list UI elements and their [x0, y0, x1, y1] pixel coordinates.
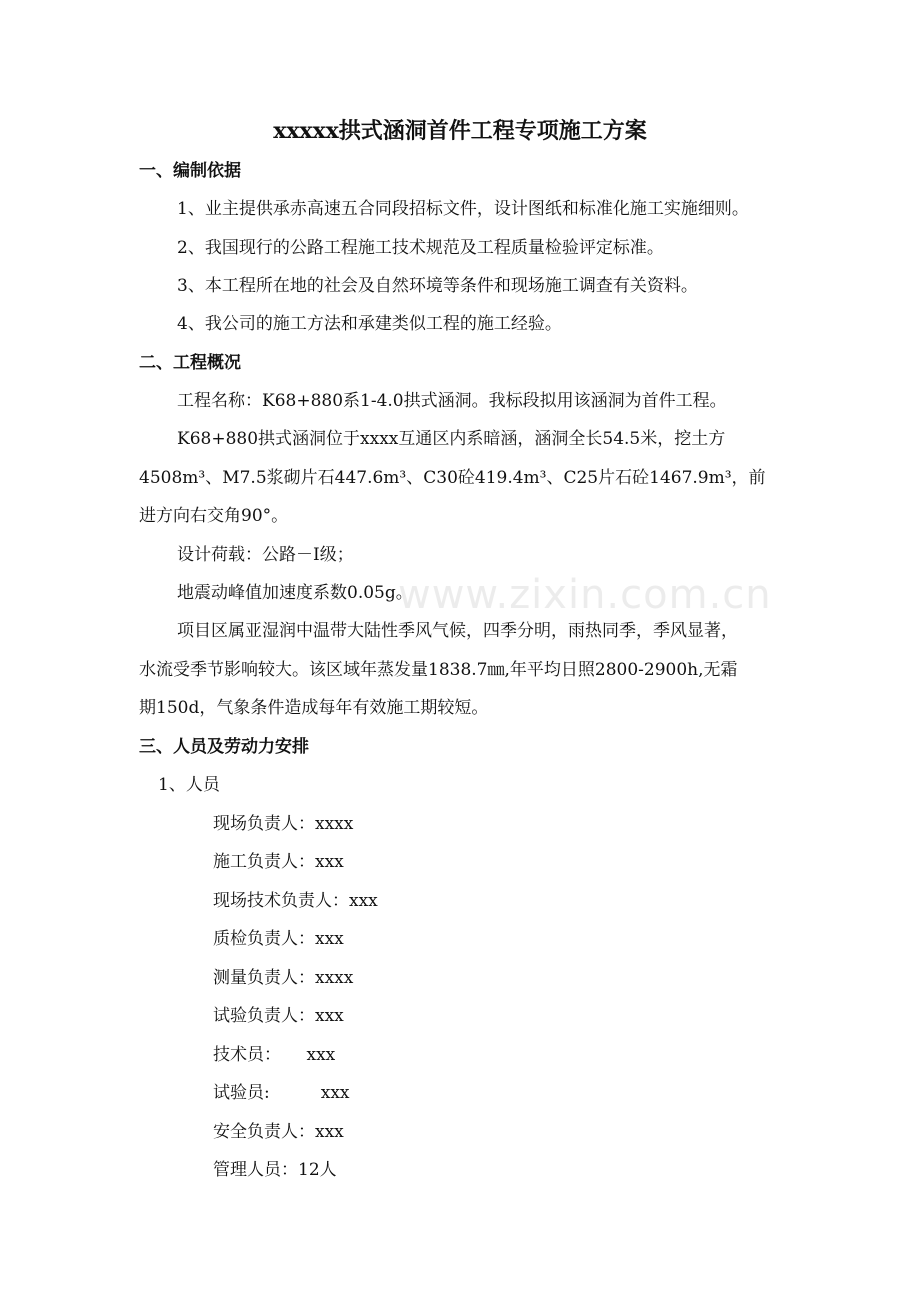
- staff-entry: 施工负责人：xxx: [213, 852, 344, 872]
- design-load-text: 设计荷载：公路－Ⅰ级；: [177, 545, 354, 565]
- section-heading-basis: 一、编制依据: [139, 161, 241, 181]
- staff-entry: 现场技术负责人：xxx: [213, 891, 378, 911]
- seismic-text: 地震动峰值加速度系数0.05g。: [177, 583, 413, 603]
- climate-line: 项目区属亚湿润中温带大陆性季风气候，四季分明，雨热同季，季风显著，: [177, 621, 738, 641]
- basis-item: 2、我国现行的公路工程施工技术规范及工程质量检验评定标准。: [177, 238, 664, 258]
- project-description-line: K68+880拱式涵洞位于xxxx互通区内系暗涵，涵洞全长54.5米，挖土方: [177, 429, 726, 449]
- staff-entry: 管理人员：12人: [213, 1160, 337, 1180]
- basis-item: 4、我公司的施工方法和承建类似工程的施工经验。: [177, 314, 562, 334]
- staff-entry: 安全负责人：xxx: [213, 1122, 344, 1142]
- project-description-line: 4508m³、M7.5浆砌片石447.6m³、C30砼419.4m³、C25片石砼1467.9m³，前: [139, 468, 766, 488]
- climate-line: 水流受季节影响较大。该区域年蒸发量1838.7㎜,年平均日照2800-2900h,无霜: [139, 660, 738, 680]
- staff-entry: 测量负责人：xxxx: [213, 968, 354, 988]
- project-name-text: 工程名称：K68+880系1-4.0拱式涵洞。我标段拟用该涵洞为首件工程。: [177, 391, 727, 411]
- subsection-heading-personnel: 1、人员: [158, 775, 220, 795]
- project-description-line: 进方向右交角90°。: [139, 506, 289, 526]
- document-title: xxxxx拱式涵洞首件工程专项施工方案: [273, 118, 647, 144]
- staff-entry: 现场负责人：xxxx: [213, 814, 354, 834]
- basis-item: 3、本工程所在地的社会及自然环境等条件和现场施工调查有关资料。: [177, 276, 698, 296]
- section-heading-overview: 二、工程概况: [139, 353, 241, 373]
- watermark: www.zixin.com.cn: [398, 572, 772, 618]
- basis-item: 1、业主提供承赤高速五合同段招标文件，设计图纸和标准化施工实施细则。: [177, 199, 749, 219]
- climate-line: 期150d，气象条件造成每年有效施工期较短。: [139, 698, 489, 718]
- staff-entry: 试验负责人：xxx: [213, 1006, 344, 1026]
- section-heading-staffing: 三、人员及劳动力安排: [139, 737, 309, 757]
- staff-entry: 技术员： xxx: [213, 1045, 336, 1065]
- staff-entry: 试验员: xxx: [213, 1083, 350, 1103]
- staff-entry: 质检负责人：xxx: [213, 929, 344, 949]
